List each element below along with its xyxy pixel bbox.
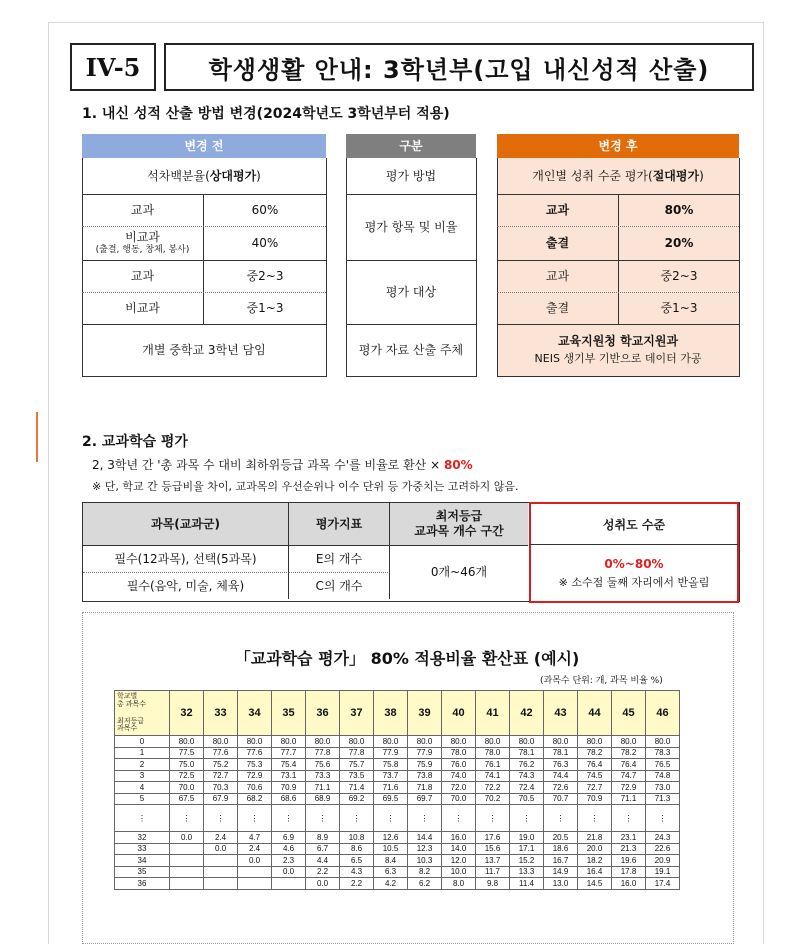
table-cell: 19.6	[612, 855, 646, 867]
table-cell: 80.0	[170, 736, 204, 748]
table-cell: 69.7	[408, 793, 442, 805]
table-cell: 8.2	[408, 866, 442, 878]
corner-bottom-label: 최저등급 과목수	[117, 717, 145, 733]
table-cell: 74.1	[476, 770, 510, 782]
table-cell: ⋮	[340, 805, 374, 832]
table-cell: 10.0	[442, 866, 476, 878]
corner-cell	[115, 691, 170, 736]
table-cell: 16.0	[612, 878, 646, 890]
level-cell: 0%~80% ※ 소수점 둘째 자리에서 반올림	[529, 544, 739, 603]
table-cell: 0.0	[170, 832, 204, 844]
after-row-label: 교과	[545, 268, 570, 283]
table-cell: 2.4	[238, 843, 272, 855]
table-row	[115, 759, 680, 771]
row-key: 33	[115, 843, 170, 855]
table-cell: 17.8	[612, 866, 646, 878]
table-cell: 20.5	[544, 832, 578, 844]
table-cell: 2.4	[204, 832, 238, 844]
table-cell	[170, 843, 204, 855]
table-cell: 2.2	[340, 878, 374, 890]
table-cell: 69.5	[374, 793, 408, 805]
table-cell: 21.3	[612, 843, 646, 855]
page-title: 학생생활 안내: 3학년부(고입 내신성적 산출)	[164, 43, 754, 91]
table-cell: 74.4	[544, 770, 578, 782]
row-key: 34	[115, 855, 170, 867]
table-cell: 13.3	[510, 866, 544, 878]
table-cell: 71.3	[646, 793, 680, 805]
table-cell: ⋮	[612, 805, 646, 832]
table-cell: 68.6	[272, 793, 306, 805]
range-value: 0개~46개	[430, 565, 488, 579]
column-header: 42	[510, 691, 544, 736]
column-header: 35	[272, 691, 306, 736]
table-cell: 68.2	[238, 793, 272, 805]
table-cell: 68.9	[306, 793, 340, 805]
table-cell: 76.4	[612, 759, 646, 771]
table-cell: 74.5	[578, 770, 612, 782]
column-header: 32	[170, 691, 204, 736]
table-cell: 80.0	[306, 736, 340, 748]
column-header: 36	[306, 691, 340, 736]
table-cell: 4.3	[340, 866, 374, 878]
table-cell: ⋮	[442, 805, 476, 832]
table-cell: 75.3	[238, 759, 272, 771]
table-cell: ⋮	[408, 805, 442, 832]
table-cell: 4.2	[374, 878, 408, 890]
table-cell: 71.6	[374, 782, 408, 794]
table-cell: ⋮	[272, 805, 306, 832]
table-cell: 13.0	[544, 878, 578, 890]
after-row-value: 20%	[664, 236, 694, 250]
conversion-unit: (과목수 단위: 개, 과목 비율 %)	[540, 676, 663, 686]
table-cell: 76.3	[544, 759, 578, 771]
col-header-index: 평가지표	[289, 503, 390, 546]
table-cell: 21.8	[578, 832, 612, 844]
table-cell: 73.5	[340, 770, 374, 782]
before-row-value: 40%	[251, 235, 279, 250]
category-subject: 평가 자료 산출 주체	[358, 342, 464, 357]
row-key: 3	[115, 770, 170, 782]
table-cell: 72.4	[510, 782, 544, 794]
conversion-table	[114, 690, 680, 890]
margin-marker	[36, 412, 38, 462]
table-cell: 71.4	[340, 782, 374, 794]
after-row-label: 교과	[545, 202, 570, 217]
column-header: 45	[612, 691, 646, 736]
table-cell: 14.9	[544, 866, 578, 878]
table-cell: 72.7	[578, 782, 612, 794]
table-cell: 2.2	[306, 866, 340, 878]
table-cell: 80.0	[510, 736, 544, 748]
table-row	[115, 805, 680, 832]
table-cell: 80.0	[442, 736, 476, 748]
before-subject: 개별 중학교 3학년 담임	[142, 342, 266, 357]
table-cell: 75.6	[306, 759, 340, 771]
table-cell: 78.2	[578, 747, 612, 759]
table-cell: 80.0	[612, 736, 646, 748]
table-cell: 72.9	[238, 770, 272, 782]
table-row	[115, 855, 680, 867]
table-cell: 8.6	[340, 843, 374, 855]
table-cell: 78.1	[544, 747, 578, 759]
table-cell: 8.4	[374, 855, 408, 867]
row-key: ⋮	[115, 805, 170, 832]
table-cell	[204, 855, 238, 867]
table-cell: 10.8	[340, 832, 374, 844]
table-cell: 72.7	[204, 770, 238, 782]
table-cell: 4.4	[306, 855, 340, 867]
conversion-header-row	[115, 691, 680, 736]
before-row-label: 비교과	[125, 300, 160, 315]
table-cell: 8.9	[306, 832, 340, 844]
column-header: 43	[544, 691, 578, 736]
table-cell: 20.9	[646, 855, 680, 867]
after-row-label: 출결	[545, 236, 570, 250]
table-cell: 69.2	[340, 793, 374, 805]
table-cell: 12.6	[374, 832, 408, 844]
table-cell: 23.1	[612, 832, 646, 844]
table-cell: 11.4	[510, 878, 544, 890]
before-row-value: 중2~3	[246, 268, 284, 283]
category-method: 평가 방법	[346, 158, 476, 195]
table-cell: 70.6	[238, 782, 272, 794]
table-cell: 19.0	[510, 832, 544, 844]
table-cell: 71.8	[408, 782, 442, 794]
table-cell: 73.1	[272, 770, 306, 782]
table-cell: 9.8	[476, 878, 510, 890]
table-row	[115, 793, 680, 805]
table-cell: 80.0	[578, 736, 612, 748]
after-row-label: 출결	[545, 300, 570, 315]
table-cell: 72.9	[612, 782, 646, 794]
table-cell: 77.6	[204, 747, 238, 759]
table-cell: 70.9	[272, 782, 306, 794]
row-key: 0	[115, 736, 170, 748]
table-cell: 71.1	[306, 782, 340, 794]
table-cell: 72.2	[476, 782, 510, 794]
table-cell: ⋮	[170, 805, 204, 832]
table-row	[115, 878, 680, 890]
table-cell: 74.7	[612, 770, 646, 782]
table-cell: 17.4	[646, 878, 680, 890]
table-cell: 75.7	[340, 759, 374, 771]
subject-row-label: 필수(12과목), 선택(5과목)	[83, 546, 289, 573]
subject-row-index: C의 개수	[289, 573, 390, 599]
table-cell: 80.0	[340, 736, 374, 748]
table-cell: 73.3	[306, 770, 340, 782]
table-cell: 80.0	[204, 736, 238, 748]
table-cell: 77.9	[374, 747, 408, 759]
table-cell	[238, 866, 272, 878]
table-cell: 73.0	[646, 782, 680, 794]
table-cell: ⋮	[476, 805, 510, 832]
table-cell: 80.0	[408, 736, 442, 748]
after-subject: 교육지원청 학교지원과 NEIS 생기부 기반으로 데이터 가공	[534, 334, 702, 366]
table-cell: 76.2	[510, 759, 544, 771]
corner-top-label: 학교별 총 과목수	[117, 693, 146, 708]
table-cell	[170, 866, 204, 878]
row-key: 1	[115, 747, 170, 759]
table-cell: 8.0	[442, 878, 476, 890]
row-key: 5	[115, 793, 170, 805]
table-cell: 0.0	[238, 855, 272, 867]
after-method: 개인별 성취 수준 평가( 절대평가 )	[497, 158, 739, 195]
table-cell: 6.7	[306, 843, 340, 855]
table-cell: ⋮	[544, 805, 578, 832]
table-cell: 14.4	[408, 832, 442, 844]
table-cell: 77.8	[306, 747, 340, 759]
subject-row-index: E의 개수	[289, 546, 390, 573]
table-cell: 2.3	[272, 855, 306, 867]
table-cell: 72.6	[544, 782, 578, 794]
table-cell: 4.6	[272, 843, 306, 855]
table-cell: 78.3	[646, 747, 680, 759]
table-cell: 14.0	[442, 843, 476, 855]
table-cell: 78.2	[612, 747, 646, 759]
table-cell: 74.3	[510, 770, 544, 782]
table-cell: ⋮	[374, 805, 408, 832]
table-cell: 80.0	[646, 736, 680, 748]
table-cell: 22.6	[646, 843, 680, 855]
table-row	[115, 843, 680, 855]
after-row-value: 중2~3	[660, 268, 698, 283]
table-cell: 70.0	[442, 793, 476, 805]
table-cell: 73.7	[374, 770, 408, 782]
table-cell: 72.5	[170, 770, 204, 782]
table-cell: 76.0	[442, 759, 476, 771]
table-cell: 77.7	[272, 747, 306, 759]
table-cell: 75.4	[272, 759, 306, 771]
divider	[497, 324, 739, 325]
table-cell	[204, 878, 238, 890]
before-row-label: 교과	[130, 268, 155, 283]
table-cell: 15.2	[510, 855, 544, 867]
column-header: 39	[408, 691, 442, 736]
after-row-value: 중1~3	[660, 300, 698, 315]
before-row-value: 중1~3	[246, 300, 284, 315]
table-cell	[238, 878, 272, 890]
before-method: 석차백분율( 상대평가 )	[82, 158, 326, 195]
table-cell: 78.0	[476, 747, 510, 759]
table-cell	[170, 878, 204, 890]
table-cell: 0.0	[306, 878, 340, 890]
column-header: 33	[204, 691, 238, 736]
table-cell: 12.3	[408, 843, 442, 855]
column-header: 41	[476, 691, 510, 736]
table-cell: 15.6	[476, 843, 510, 855]
column-header: 44	[578, 691, 612, 736]
section1-heading: 1. 내신 성적 산출 방법 변경(2024학년도 3학년부터 적용)	[82, 106, 450, 122]
section2-heading: 2. 교과학습 평가	[82, 434, 188, 450]
table-cell: 67.9	[204, 793, 238, 805]
table-cell: 80.0	[476, 736, 510, 748]
table-cell: 76.5	[646, 759, 680, 771]
table-cell: 14.5	[578, 878, 612, 890]
table-cell: 77.8	[340, 747, 374, 759]
table-cell: 80.0	[544, 736, 578, 748]
section2-rule: 2, 3학년 간 '총 과목 수 대비 최하위등급 과목 수'를 비율로 환산 × 80%	[92, 458, 473, 472]
table-cell: 4.7	[238, 832, 272, 844]
table-cell: 70.5	[510, 793, 544, 805]
table-cell: 6.5	[340, 855, 374, 867]
table-cell: 11.7	[476, 866, 510, 878]
table-cell: 80.0	[272, 736, 306, 748]
category-items: 평가 항목 및 비율	[364, 219, 458, 234]
before-header: 변경 전	[82, 134, 326, 158]
after-row-value: 80%	[664, 202, 694, 217]
table-cell: 74.0	[442, 770, 476, 782]
after-header: 변경 후	[497, 134, 739, 158]
col-header-level: 성취도 수준	[529, 502, 739, 546]
table-cell	[204, 866, 238, 878]
table-cell: 67.5	[170, 793, 204, 805]
table-cell: ⋮	[238, 805, 272, 832]
row-key: 36	[115, 878, 170, 890]
table-cell: 18.6	[544, 843, 578, 855]
table-cell: 17.1	[510, 843, 544, 855]
table-cell: 16.7	[544, 855, 578, 867]
table-cell: 18.2	[578, 855, 612, 867]
table-cell: 70.7	[544, 793, 578, 805]
column-header: 37	[340, 691, 374, 736]
before-row-label: 교과	[130, 202, 155, 217]
table-cell: 74.8	[646, 770, 680, 782]
table-cell: 78.1	[510, 747, 544, 759]
table-cell: 70.9	[578, 793, 612, 805]
table-row	[115, 832, 680, 844]
table-cell: 70.2	[476, 793, 510, 805]
column-header: 46	[646, 691, 680, 736]
table-cell: 80.0	[238, 736, 272, 748]
table-row	[115, 747, 680, 759]
col-header-range: 최저등급 교과목 개수 구간	[390, 503, 528, 546]
table-cell: 12.0	[442, 855, 476, 867]
table-cell: 76.4	[578, 759, 612, 771]
column-header: 38	[374, 691, 408, 736]
table-cell: 73.8	[408, 770, 442, 782]
table-cell: 75.9	[408, 759, 442, 771]
table-cell: 70.3	[204, 782, 238, 794]
table-cell: 24.3	[646, 832, 680, 844]
table-cell: 19.1	[646, 866, 680, 878]
table-cell: 16.0	[442, 832, 476, 844]
table-cell: 6.2	[408, 878, 442, 890]
table-cell: 78.0	[442, 747, 476, 759]
table-cell: 13.7	[476, 855, 510, 867]
table-cell: 75.2	[204, 759, 238, 771]
table-cell	[272, 878, 306, 890]
conversion-title: 「교과학습 평가」 80% 적용비율 환산표 (예시)	[234, 649, 580, 668]
section-code: IV-5	[70, 43, 156, 91]
table-cell: ⋮	[646, 805, 680, 832]
row-key: 4	[115, 782, 170, 794]
table-cell	[170, 855, 204, 867]
row-key: 32	[115, 832, 170, 844]
table-cell: ⋮	[204, 805, 238, 832]
row-key: 35	[115, 866, 170, 878]
table-cell: 17.6	[476, 832, 510, 844]
table-cell: 72.0	[442, 782, 476, 794]
table-row	[115, 770, 680, 782]
table-cell: ⋮	[510, 805, 544, 832]
column-header: 40	[442, 691, 476, 736]
row-key: 2	[115, 759, 170, 771]
table-cell: 75.8	[374, 759, 408, 771]
table-cell: 70.0	[170, 782, 204, 794]
table-cell: 10.3	[408, 855, 442, 867]
category-target: 평가 대상	[385, 284, 437, 299]
table-row	[115, 736, 680, 748]
table-cell: ⋮	[306, 805, 340, 832]
subject-row-label: 필수(음악, 미술, 체육)	[83, 573, 289, 599]
before-row-label: 비교과 (출결, 행동, 창체, 봉사)	[95, 229, 190, 255]
table-cell: 16.4	[578, 866, 612, 878]
section2-note: ※ 단, 학교 간 등급비율 차이, 교과목의 우선순위나 이수 단위 등 가중치는 고려하지 않음.	[92, 480, 519, 493]
table-cell: 80.0	[374, 736, 408, 748]
table-cell: 77.5	[170, 747, 204, 759]
table-cell: ⋮	[578, 805, 612, 832]
category-header: 구분	[346, 134, 476, 158]
table-cell: 76.1	[476, 759, 510, 771]
before-row-value: 60%	[251, 202, 279, 217]
table-cell: 0.0	[272, 866, 306, 878]
table-row	[115, 782, 680, 794]
table-cell: 77.6	[238, 747, 272, 759]
table-cell: 20.0	[578, 843, 612, 855]
table-cell: 0.0	[204, 843, 238, 855]
col-header-subject: 과목(교과군)	[83, 503, 289, 546]
table-cell: 71.1	[612, 793, 646, 805]
table-cell: 6.3	[374, 866, 408, 878]
table-row	[115, 866, 680, 878]
table-cell: 10.5	[374, 843, 408, 855]
column-header: 34	[238, 691, 272, 736]
table-cell: 6.9	[272, 832, 306, 844]
table-cell: 77.9	[408, 747, 442, 759]
table-cell: 75.0	[170, 759, 204, 771]
